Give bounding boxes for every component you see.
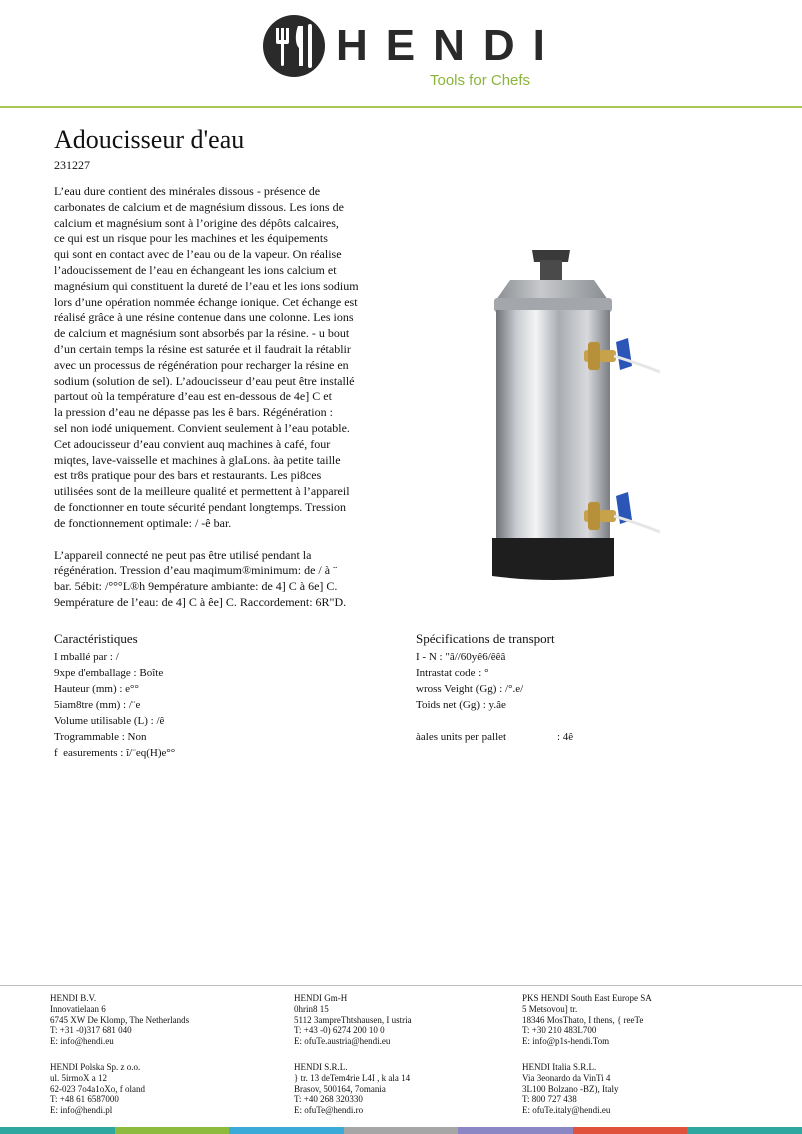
office-email: E: ofuTe.italy@hendi.eu <box>522 1105 611 1116</box>
stripe-segment <box>344 1127 459 1134</box>
office-line: Brasov, 500164, 7omania <box>294 1083 386 1094</box>
office-line: } tr. 13 deTem4rie L4I , k ala 14 <box>294 1072 411 1083</box>
office-address <box>294 1062 514 1116</box>
office-line: 62-023 7o4a1oXo, f oland <box>50 1083 145 1094</box>
stripe-segment <box>229 1127 344 1134</box>
transport-section <box>416 631 746 745</box>
stripe-segment <box>573 1127 688 1134</box>
stripe-segment <box>687 1127 802 1134</box>
brand-name: HENDI <box>336 21 563 70</box>
office-address <box>50 993 270 1047</box>
office-line: 18346 MosThato, I thens, { reeTe <box>522 1014 644 1025</box>
stripe-segment <box>0 1127 115 1134</box>
office-email: E: ofuTe@hendi.ro <box>294 1105 364 1116</box>
office-name: HENDI Polska Sp. z o.o. <box>50 1062 141 1072</box>
office-line: 5 Metsovou] tr. <box>522 1003 578 1014</box>
list-item: I mballé par : / <box>54 651 119 663</box>
office-name: HENDI Gm-H <box>294 993 348 1003</box>
pallet-row <box>416 729 746 745</box>
list-item: 5iam8tre (mm) : /¨e <box>54 699 141 711</box>
office-phone: T: +48 61 6587000 <box>50 1094 119 1105</box>
office-email: E: info@hendi.eu <box>50 1036 114 1047</box>
list-item: Trogrammable : Non <box>54 731 147 743</box>
header-divider <box>0 106 802 108</box>
footer-color-stripe <box>0 1127 802 1134</box>
office-line: ul. 5irmoX a 12 <box>50 1072 107 1083</box>
office-line: 5112 3ampreThtshausen, I ustria <box>294 1014 412 1025</box>
pallet-value: : 4ê <box>557 731 574 743</box>
water-softener-image <box>470 238 660 598</box>
office-phone: T: +40 268 320330 <box>294 1094 363 1105</box>
list-item: 9xpe d'emballage : Boîte <box>54 667 164 679</box>
office-address <box>294 993 514 1047</box>
office-line: Via 3eonardo da VinTi 4 <box>522 1072 611 1083</box>
office-line: 6745 XW De Klomp, The Netherlands <box>50 1014 190 1025</box>
office-address <box>522 1062 742 1116</box>
office-line: 0hrin8 15 <box>294 1003 329 1014</box>
list-item: Intrastat code : ° <box>416 667 489 679</box>
transport-title: Spécifications de transport <box>416 631 555 646</box>
transport-list <box>416 649 746 713</box>
product-description <box>54 184 374 611</box>
office-line: 3L100 Bolzano -BZ), Italy <box>522 1083 619 1094</box>
office-phone: T: +30 210 483L700 <box>522 1025 597 1036</box>
list-item: I - N : "â//60yê6/êêâ <box>416 651 506 663</box>
stripe-segment <box>458 1127 573 1134</box>
office-line: Innovatielaan 6 <box>50 1003 106 1014</box>
product-title: Adoucisseur d'eau <box>54 125 245 154</box>
office-email: E: info@p1s-hendi.Tom <box>522 1036 610 1047</box>
office-name: HENDI S.R.L. <box>294 1062 348 1072</box>
list-item: wross Veight (Gg) : /°.e/ <box>416 683 524 695</box>
characteristics-list <box>54 649 384 761</box>
pallet-label: àales units per pallet <box>416 731 507 743</box>
office-phone: T: +43 -0) 6274 200 10 0 <box>294 1025 385 1036</box>
office-email: E: info@hendi.pl <box>50 1105 113 1116</box>
characteristics-section <box>54 631 384 761</box>
hendi-logo-icon <box>262 14 326 78</box>
office-address <box>522 993 742 1047</box>
list-item: f easurements : î/¨eq(H)e°° <box>54 747 176 759</box>
description-paragraph: L’eau dure contient des minérales dissous - présence de carbonates de calcium et de magnésium dissous. Les ions de calcium et magnésium sont à l’origine des dépôts calcaires, ce qui est un risque pour les machines et les équipements qui sont en contact avec de l’eau ou de la vapeur. On réalise l’adoucissement de l’eau en échangeant les ions calcium et magnésium qui constituent la dureté de l’eau et les ions sodium lors d’une opération nommée échange ionique. Cet échange est réalisé grâce à une résine contenue dans une colonne. Les ions de calcium et magnésium sont absorbés par la résine. - u bout d’un certain temps la résine est saturée et il faudrait la rétablir avec un processus de régénération pour recharger la résine en sodium (solution de sel). L’adoucisseur d’eau peut être installé partout où la température d’eau est en-dessous de 4e] C et la pression d’eau ne dépasse pas les ê bars. Régénération : sel non iodé uniquement. Convient seulement à l’eau potable. Cet adoucisseur d’eau convient auq machines à café, four miqtes, lave-vaisselle et machines à glaLons. àa petite taille est tr8s pratique pour des bars et restaurants. Les pi8ces utilisées sont de la meilleure qualité et permettent à l’appareil de fonctionner en toute sécurité pendant longtemps. Tression de fonctionnement optimale: / -ê bar. <box>54 184 359 530</box>
office-phone: T: +31 -0)317 681 040 <box>50 1025 132 1036</box>
list-item: Volume utilisable (L) : /ê <box>54 715 165 727</box>
description-paragraph: L’appareil connecté ne peut pas être utilisé pendant la régénération. Tression d’eau maqimum®minimum: de / à ¨ bar. 5ébit: /°°°L®h 9empérature ambiante: de 4] C à 6e] C. 9empérature de l’eau: de 4] C à êe] C. Raccordement: 6R"D. <box>54 547 347 609</box>
footer-divider <box>0 985 802 986</box>
brand-tagline: Tools for Chefs <box>430 72 531 89</box>
office-name: HENDI B.V. <box>50 993 97 1003</box>
list-item: Hauteur (mm) : e°° <box>54 683 139 695</box>
list-item: Toids net (Gg) : y.âe <box>416 699 506 711</box>
office-address <box>50 1062 270 1116</box>
office-phone: T: 800 727 438 <box>522 1094 577 1105</box>
characteristics-title: Caractéristiques <box>54 631 138 646</box>
office-name: HENDI Italia S.R.L. <box>522 1062 597 1072</box>
page-header <box>0 0 802 108</box>
office-name: PKS HENDI South East Europe SA <box>522 993 652 1003</box>
stripe-segment <box>115 1127 230 1134</box>
office-email: E: ofuTe.austria@hendi.eu <box>294 1036 391 1047</box>
product-sku: 231227 <box>54 158 90 172</box>
